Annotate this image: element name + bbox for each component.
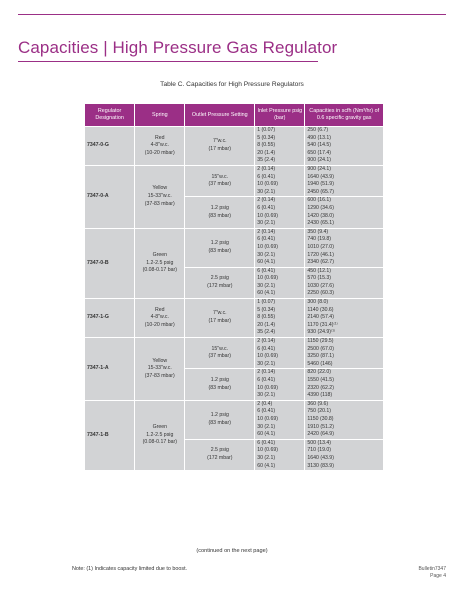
outlet-pressure-cell: 2.5 psig (172 mbar) <box>185 267 255 298</box>
inlet-pressure-cell: 2 (0.14) 6 (0.41) 10 (0.69) 30 (2.1) <box>255 369 305 400</box>
regulator-designation: 7347-1-A <box>85 338 135 401</box>
inlet-pressure-cell: 1 (0.07) 5 (0.34) 8 (0.55) 20 (1.4) 35 (2.4) <box>255 299 305 338</box>
table-header-row <box>85 104 384 127</box>
outlet-pressure-cell: 7"w.c. (17 mbar) <box>185 299 255 338</box>
outlet-pressure-cell: 1.2 psig (83 mbar) <box>185 369 255 400</box>
continued-note: (continued on the next page) <box>196 548 268 554</box>
regulator-designation: 7347-0-B <box>85 228 135 298</box>
page-number: Page 4 <box>430 573 446 579</box>
spring-cell: Green 1.2-2.5 psig (0.08-0.17 bar) <box>135 228 185 298</box>
inlet-pressure-cell: 2 (0.14) 6 (0.41) 10 (0.69) 30 (2.1) <box>255 165 305 196</box>
table-row <box>85 299 384 338</box>
table-row <box>85 338 384 369</box>
spring-cell: Red 4-8"w.c. (10-20 mbar) <box>135 299 185 338</box>
inlet-pressure-cell: 1 (0.07) 5 (0.34) 8 (0.55) 20 (1.4) 35 (2.4) <box>255 127 305 166</box>
inlet-pressure-cell: 2 (0.14) 6 (0.41) 10 (0.69) 30 (2.1) <box>255 197 305 228</box>
outlet-pressure-cell: 2.5 psig (172 mbar) <box>185 439 255 470</box>
capacity-cell: 600 (16.1) 1290 (34.6) 1420 (38.0) 2430 (65.1) <box>305 197 384 228</box>
header-outlet: Outlet Pressure Setting <box>185 104 255 127</box>
inlet-pressure-cell: 2 (0.14) 6 (0.41) 10 (0.69) 30 (2.1) <box>255 338 305 369</box>
inlet-pressure-cell: 6 (0.41) 10 (0.69) 30 (2.1) 60 (4.1) <box>255 439 305 470</box>
inlet-pressure-cell: 2 (0.4) 6 (0.41) 10 (0.69) 30 (2.1) 60 (4.1) <box>255 400 305 439</box>
spring-cell: Yellow 15-33"w.c. (37-83 mbar) <box>135 165 185 228</box>
title-rule <box>18 61 318 62</box>
table-row <box>85 400 384 439</box>
outlet-pressure-cell: 1.2 psig (83 mbar) <box>185 197 255 228</box>
outlet-pressure-cell: 15"w.c. (37 mbar) <box>185 338 255 369</box>
capacity-cell: 250 (6.7) 490 (13.1) 540 (14.5) 650 (17.4) 900 (24.1) <box>305 127 384 166</box>
page-title: Capacities | High Pressure Gas Regulator <box>18 38 338 58</box>
regulator-designation: 7347-1-B <box>85 400 135 470</box>
regulator-designation: 7347-0-G <box>85 127 135 166</box>
regulator-designation: 7347-0-A <box>85 165 135 228</box>
capacity-cell: 300 (8.0) 1140 (30.6) 2140 (57.4) 1170 (31.4)⁽¹⁾ 930 (24.9)⁽¹⁾ <box>305 299 384 338</box>
inlet-pressure-cell: 6 (0.41) 10 (0.69) 30 (2.1) 60 (4.1) <box>255 267 305 298</box>
outlet-pressure-cell: 15"w.c. (37 mbar) <box>185 165 255 196</box>
bulletin-number: Bulletin7347 <box>418 566 446 572</box>
inlet-pressure-cell: 2 (0.14) 6 (0.41) 10 (0.69) 30 (2.1) 60 (4.1) <box>255 228 305 267</box>
header-regulator: Regulator Designation <box>85 104 135 127</box>
spring-cell: Green 1.2-2.5 psig (0.08-0.17 bar) <box>135 400 185 470</box>
header-inlet: Inlet Pressure psig (bar) <box>255 104 305 127</box>
capacity-cell: 450 (12.1) 570 (15.3) 1030 (27.6) 2250 (60.3) <box>305 267 384 298</box>
capacity-cell: 1150 (29.5) 2500 (67.0) 3250 (87.1) 5460 (146) <box>305 338 384 369</box>
header-spring: Spring <box>135 104 185 127</box>
spring-cell: Red 4-8"w.c. (10-20 mbar) <box>135 127 185 166</box>
header-capacity: Capacities in scfh (Nm³/hr) of 0.6 specific gravity gas <box>305 104 384 127</box>
bulletin-info <box>418 566 446 580</box>
capacity-cell: 820 (22.0) 1550 (41.5) 2320 (62.2) 4390 (118) <box>305 369 384 400</box>
spring-cell: Yellow 15-33"w.c. (37-83 mbar) <box>135 338 185 401</box>
table-caption: Table C. Capacities for High Pressure Regulators <box>160 81 304 88</box>
table-body <box>85 127 384 471</box>
capacity-cell: 500 (13.4) 710 (19.0) 1640 (43.9) 3130 (83.9) <box>305 439 384 470</box>
top-rule <box>18 14 446 15</box>
outlet-pressure-cell: 1.2 psig (83 mbar) <box>185 400 255 439</box>
capacity-cell: 900 (24.1) 1640 (43.9) 1940 (51.9) 2450 (65.7) <box>305 165 384 196</box>
footnote: Note: (1) Indicates capacity limited due to boost. <box>72 566 188 572</box>
table-row <box>85 228 384 267</box>
outlet-pressure-cell: 1.2 psig (83 mbar) <box>185 228 255 267</box>
capacity-cell: 360 (9.6) 750 (20.1) 1150 (30.8) 1910 (51.2) 2420 (64.9) <box>305 400 384 439</box>
table-row <box>85 165 384 196</box>
regulator-designation: 7347-1-G <box>85 299 135 338</box>
capacity-cell: 350 (9.4) 740 (19.8) 1010 (27.0) 1720 (46.1) 2340 (62.7) <box>305 228 384 267</box>
outlet-pressure-cell: 7"w.c. (17 mbar) <box>185 127 255 166</box>
table-row <box>85 127 384 166</box>
capacities-table <box>84 103 384 471</box>
